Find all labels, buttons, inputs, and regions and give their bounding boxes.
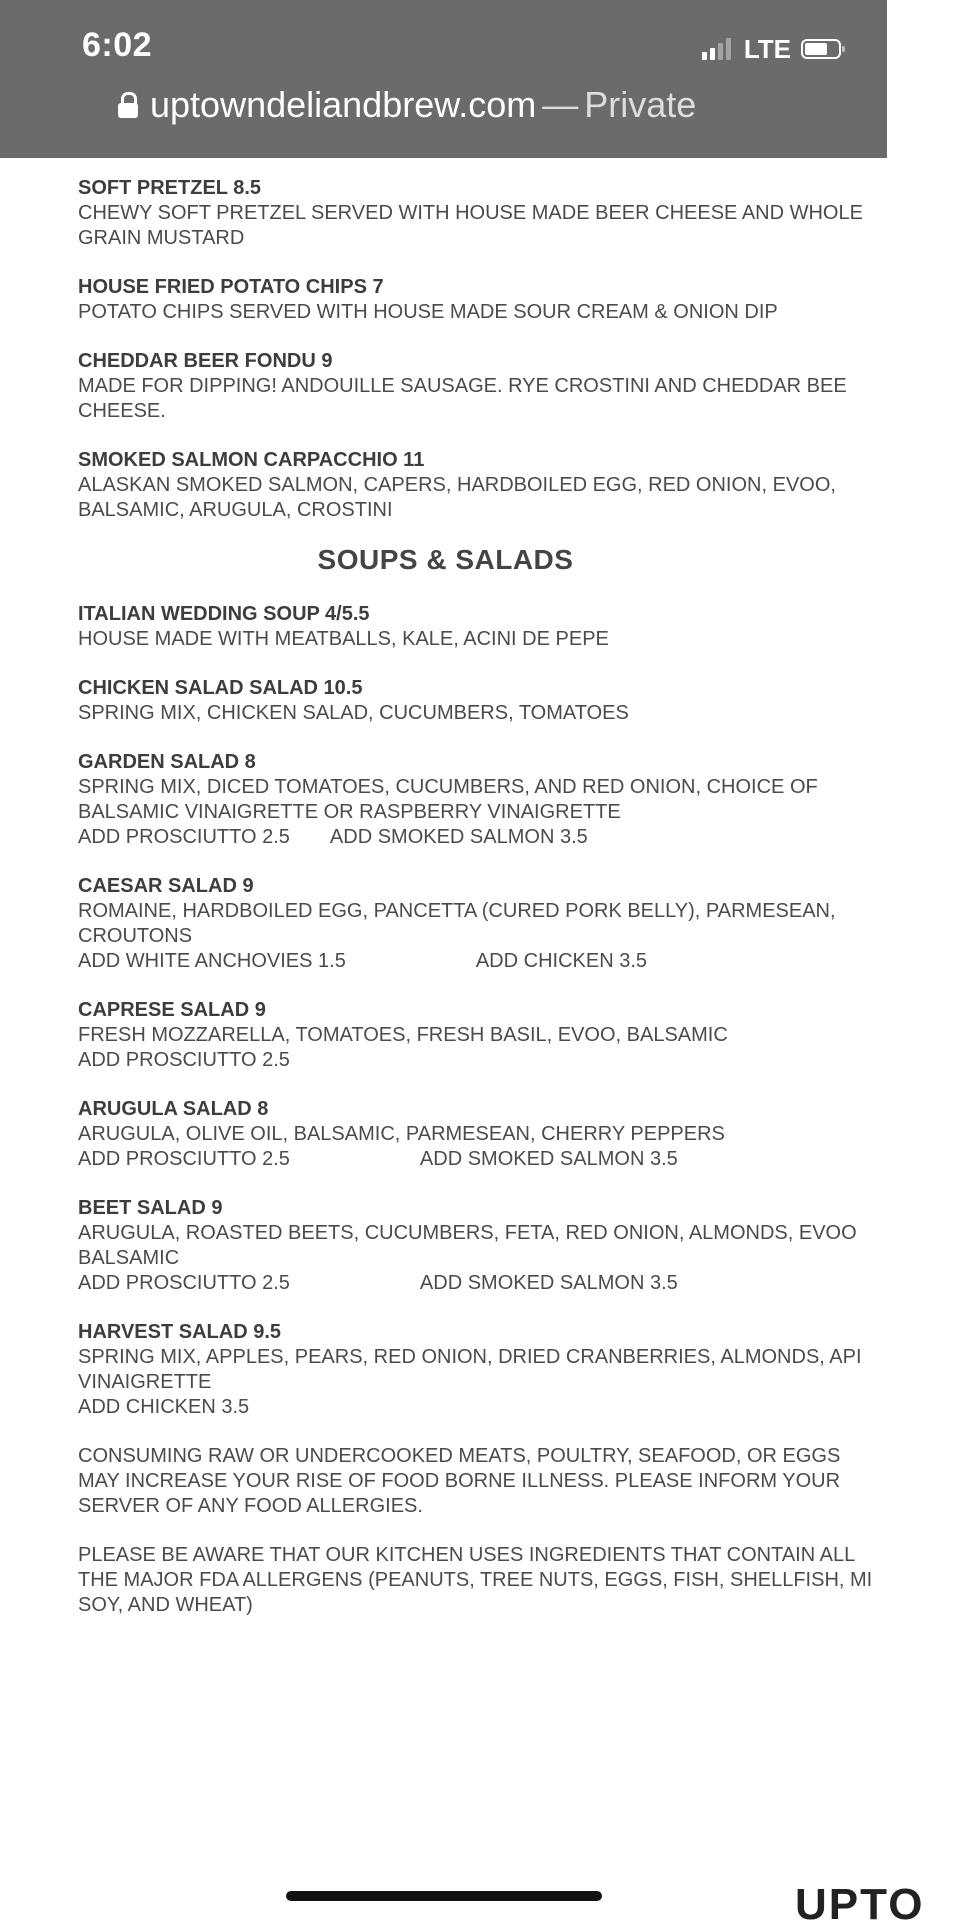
allergy-notice (78, 1444, 978, 1519)
menu-item (78, 1320, 978, 1420)
url-separator: — (542, 84, 579, 125)
browser-top-bar (0, 0, 887, 158)
menu-item (78, 998, 978, 1073)
menu-item-addons (78, 1147, 978, 1172)
notice-line: THE MAJOR FDA ALLERGENS (PEANUTS, TREE NUTS, EGGS, FISH, SHELLFISH, MI (78, 1569, 873, 1591)
notices-section (78, 1444, 978, 1618)
menu-item (78, 676, 978, 726)
url-domain: uptowndeliandbrew.com (150, 84, 537, 125)
menu-item (78, 750, 978, 850)
menu-item-description: BALSAMIC VINAIGRETTE OR RASPBERRY VINAIGRETTE (78, 801, 621, 823)
allergy-notice (78, 1543, 978, 1618)
menu-item-title: HOUSE FRIED POTATO CHIPS 7 (78, 276, 384, 298)
battery-icon (801, 39, 841, 59)
notice-line: SERVER OF ANY FOOD ALLERGIES. (78, 1495, 423, 1517)
signal-strength-icon (702, 38, 734, 60)
menu-item-description: ARUGULA, OLIVE OIL, BALSAMIC, PARMESEAN, CHERRY PEPPERS (78, 1123, 725, 1145)
soups-salads-section (78, 602, 978, 1420)
menu-item (78, 1196, 978, 1296)
menu-item-title: ITALIAN WEDDING SOUP 4/5.5 (78, 603, 370, 625)
menu-item (78, 874, 978, 974)
menu-item-addon: ADD SMOKED SALMON 3.5 (329, 826, 588, 848)
carrier-label: LTE (743, 33, 791, 64)
menu-item (78, 602, 978, 652)
lock-icon (118, 92, 138, 118)
menu-item-addon: ADD CHICKEN 3.5 (78, 1396, 250, 1418)
menu-item (78, 176, 978, 251)
status-time: 6:02 (82, 26, 153, 64)
menu-item-description: GRAIN MUSTARD (78, 227, 245, 249)
menu-item (78, 448, 978, 523)
menu-item-title: SMOKED SALMON CARPACCHIO 11 (78, 449, 425, 471)
menu-content (78, 176, 978, 1642)
menu-item-title: GARDEN SALAD 8 (78, 751, 256, 773)
menu-item-title: CAESAR SALAD 9 (78, 875, 254, 897)
menu-item-description: SPRING MIX, DICED TOMATOES, CUCUMBERS, AND RED ONION, CHOICE OF (78, 776, 818, 798)
notice-line: SOY, AND WHEAT) (78, 1594, 253, 1616)
menu-item-description: BALSAMIC (78, 1247, 180, 1269)
home-indicator[interactable] (286, 1891, 602, 1901)
menu-item-description: SPRING MIX, APPLES, PEARS, RED ONION, DRIED CRANBERRIES, ALMONDS, API (78, 1346, 862, 1368)
menu-item-description: CHEESE. (78, 400, 166, 422)
menu-item-title: CAPRESE SALAD 9 (78, 999, 266, 1021)
address-bar[interactable] (118, 80, 696, 130)
menu-item-description: BALSAMIC, ARUGULA, CROSTINI (78, 499, 393, 521)
menu-item-addons (78, 1395, 978, 1420)
menu-item-description: SPRING MIX, CHICKEN SALAD, CUCUMBERS, TOMATOES (78, 702, 629, 724)
menu-item-addon: ADD PROSCIUTTO 2.5 (78, 1049, 290, 1071)
menu-item-title: ARUGULA SALAD 8 (78, 1098, 269, 1120)
notice-line: PLEASE BE AWARE THAT OUR KITCHEN USES INGREDIENTS THAT CONTAIN ALL (78, 1544, 856, 1566)
menu-item-description: MADE FOR DIPPING! ANDOUILLE SAUSAGE. RYE CROSTINI AND CHEDDAR BEE (78, 375, 847, 397)
menu-item (78, 349, 978, 424)
private-mode-label: Private (584, 84, 697, 125)
menu-item-addon: ADD PROSCIUTTO 2.5 (78, 1148, 290, 1170)
menu-item-addons (78, 825, 978, 850)
menu-item-addon: ADD WHITE ANCHOVIES 1.5 (78, 950, 346, 972)
menu-item-addon: ADD PROSCIUTTO 2.5 (78, 1272, 290, 1294)
menu-item (78, 1097, 978, 1172)
menu-item-addons (78, 1271, 978, 1296)
section-heading-soups-salads: SOUPS & SALADS (317, 544, 574, 575)
menu-item-description: CHEWY SOFT PRETZEL SERVED WITH HOUSE MADE BEER CHEESE AND WHOLE (78, 202, 863, 224)
menu-item-description: ALASKAN SMOKED SALMON, CAPERS, HARDBOILED EGG, RED ONION, EVOO, (78, 474, 836, 496)
menu-item-title: CHEDDAR BEER FONDU 9 (78, 350, 333, 372)
menu-item-title: BEET SALAD 9 (78, 1197, 223, 1219)
menu-item-description: FRESH MOZZARELLA, TOMATOES, FRESH BASIL, EVOO, BALSAMIC (78, 1024, 728, 1046)
menu-item-description: POTATO CHIPS SERVED WITH HOUSE MADE SOUR CREAM & ONION DIP (78, 301, 778, 323)
notice-line: MAY INCREASE YOUR RISE OF FOOD BORNE ILLNESS. PLEASE INFORM YOUR (78, 1470, 841, 1492)
menu-item-addon: ADD SMOKED SALMON 3.5 (419, 1272, 678, 1294)
menu-item-title: SOFT PRETZEL 8.5 (78, 177, 261, 199)
menu-item-description: HOUSE MADE WITH MEATBALLS, KALE, ACINI DE PEPE (78, 628, 609, 650)
menu-item-addons (78, 1048, 978, 1073)
menu-item-addons (78, 949, 978, 974)
menu-item-title: CHICKEN SALAD SALAD 10.5 (78, 677, 363, 699)
menu-item-addon: ADD CHICKEN 3.5 (475, 950, 647, 972)
footer-brand-logo: UPTO (795, 1880, 925, 1929)
menu-item-addon: ADD SMOKED SALMON 3.5 (419, 1148, 678, 1170)
status-indicators (702, 34, 841, 64)
menu-item-title: HARVEST SALAD 9.5 (78, 1321, 282, 1343)
menu-item (78, 275, 978, 325)
notice-line: CONSUMING RAW OR UNDERCOOKED MEATS, POULTRY, SEAFOOD, OR EGGS (78, 1445, 841, 1467)
appetizers-section (78, 176, 978, 523)
menu-item-description: ARUGULA, ROASTED BEETS, CUCUMBERS, FETA, RED ONION, ALMONDS, EVOO (78, 1222, 857, 1244)
menu-item-description: VINAIGRETTE (78, 1371, 212, 1393)
menu-item-description: CROUTONS (78, 925, 193, 947)
menu-item-addon: ADD PROSCIUTTO 2.5 (78, 826, 290, 848)
menu-item-description: ROMAINE, HARDBOILED EGG, PANCETTA (CURED PORK BELLY), PARMESEAN, (78, 900, 836, 922)
